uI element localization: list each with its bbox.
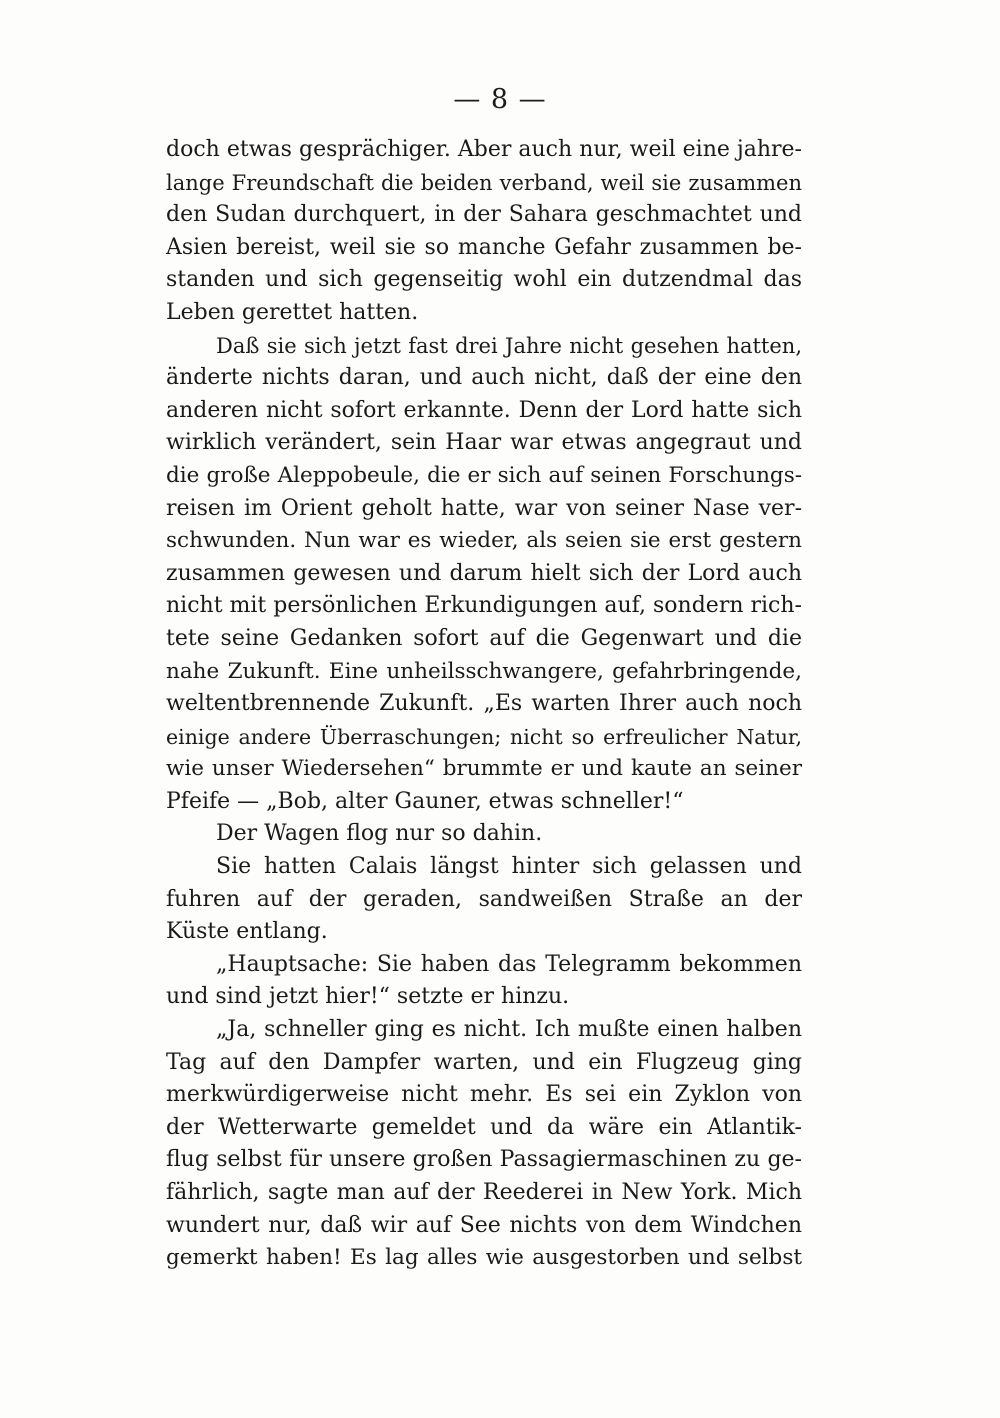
text-line: lange Freundschaft die beiden verband, weil sie zusammen <box>166 170 802 195</box>
text-line: Tag auf den Dampfer warten, und ein Flugzeug ging <box>166 1049 802 1075</box>
page-number: — 8 — <box>453 84 547 115</box>
text-line: Sie hatten Calais längst hinter sich gelassen und <box>216 854 802 880</box>
text-line: „Hauptsache: Sie haben das Telegramm bekommen <box>216 951 802 977</box>
text-line: Daß sie sich jetzt fast drei Jahre nicht gesehen hatten, <box>216 333 802 358</box>
text-line: und sind jetzt hier!“ setzte er hinzu. <box>166 984 570 1010</box>
text-line: doch etwas gesprächiger. Aber auch nur, weil eine jahre- <box>166 137 802 162</box>
text-line: den Sudan durchquert, in der Sahara geschmachtet und <box>166 202 802 228</box>
text-line: wie unser Wiedersehen“ brummte er und kaute an seiner <box>166 756 802 782</box>
text-line: Küste entlang. <box>166 919 328 945</box>
text-line: nicht mit persönlichen Erkundigungen auf, sondern rich- <box>166 593 802 619</box>
text-line: fuhren auf der geraden, sandweißen Straße an der <box>166 886 802 912</box>
text-line: anderen nicht sofort erkannte. Denn der Lord hatte sich <box>166 397 802 423</box>
text-line: der Wetterwarte gemeldet und da wäre ein Atlantik- <box>166 1114 802 1140</box>
body-text <box>166 134 802 1275</box>
text-line: weltentbrennende Zukunft. „Es warten Ihrer auch noch <box>166 691 802 717</box>
text-line: tete seine Gedanken sofort auf die Gegenwart und die <box>166 625 802 651</box>
text-line: merkwürdigerweise nicht mehr. Es sei ein Zyklon von <box>166 1082 802 1108</box>
text-line: Leben gerettet hatten. <box>166 299 419 325</box>
text-line: Asien bereist, weil sie so manche Gefahr zusammen be- <box>166 234 802 260</box>
text-line: Pfeife — „Bob, alter Gauner, etwas schneller!“ <box>166 788 684 814</box>
text-line: reisen im Orient geholt hatte, war von seiner Nase ver- <box>166 495 802 521</box>
text-line: „Ja, schneller ging es nicht. Ich mußte einen halben <box>216 1017 802 1043</box>
text-line: gemerkt haben! Es lag alles wie ausgestorben und selbst <box>166 1245 802 1271</box>
text-line: nahe Zukunft. Eine unheilsschwangere, gefahrbringende, <box>166 658 802 684</box>
text-line: Der Wagen flog nur so dahin. <box>216 821 543 847</box>
text-line: änderte nichts daran, und auch nicht, daß der eine den <box>166 365 802 391</box>
text-line: flug selbst für unsere großen Passagiermaschinen zu ge- <box>166 1147 802 1173</box>
text-line: die große Aleppobeule, die er sich auf seinen Forschungs- <box>166 462 802 488</box>
text-line: einige andere Überraschungen; nicht so erfreulicher Natur, <box>166 724 802 749</box>
text-line: standen und sich gegenseitig wohl ein dutzendmal das <box>166 267 802 293</box>
text-line: wirklich verändert, sein Haar war etwas angegraut und <box>166 430 802 456</box>
text-line: fährlich, sagte man auf der Reederei in New York. Mich <box>166 1180 802 1205</box>
text-line: schwunden. Nun war es wieder, als seien sie erst gestern <box>166 528 802 554</box>
text-line: wundert nur, daß wir auf See nichts von dem Windchen <box>166 1212 802 1238</box>
text-line: zusammen gewesen und darum hielt sich der Lord auch <box>166 560 802 586</box>
